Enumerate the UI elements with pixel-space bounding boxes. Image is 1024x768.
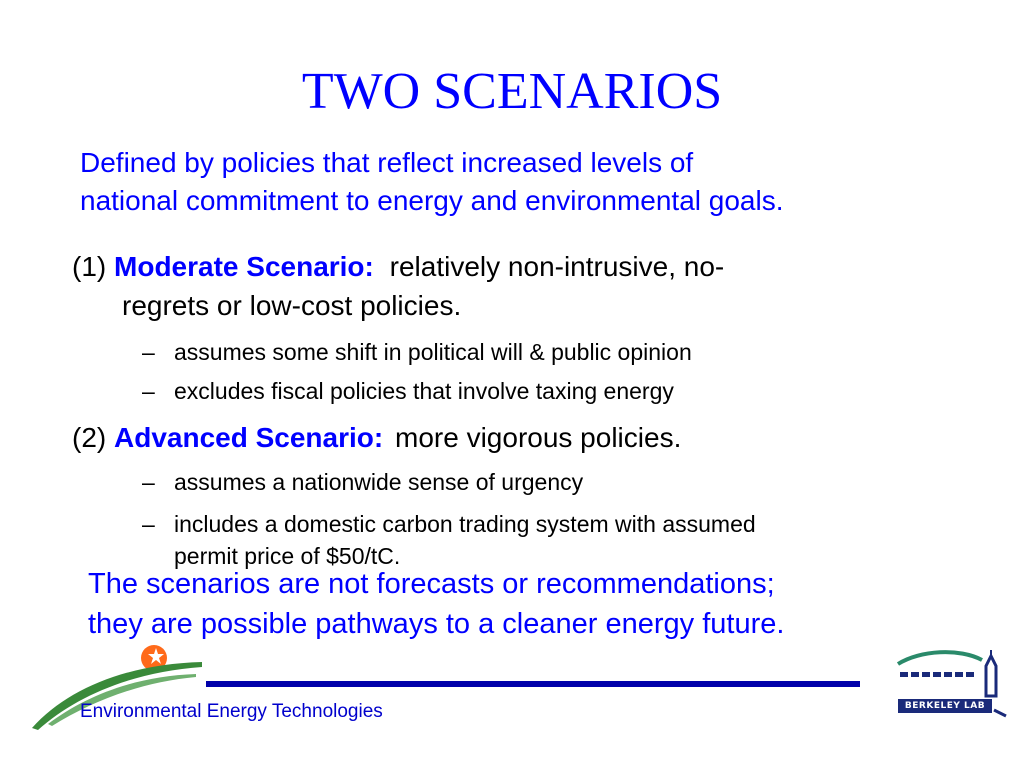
bullet-item: [142, 336, 692, 368]
dash-icon: –: [142, 511, 155, 537]
scenario-moderate: [72, 248, 724, 286]
footnote: [88, 564, 968, 644]
intro-line: national commitment to energy and environmental goals.: [80, 185, 784, 216]
intro-text: [80, 144, 980, 220]
berkeley-lab-wordmark: BERKELEY LAB: [898, 699, 992, 713]
dash-icon: –: [142, 339, 155, 365]
bullet-text: assumes a nationwide sense of urgency: [174, 469, 584, 495]
intro-line: Defined by policies that reflect increased levels of: [80, 147, 694, 178]
org-label: Environmental Energy Technologies: [80, 701, 383, 722]
scenario-description-continued: regrets or low-cost policies.: [122, 290, 462, 321]
bullet-item: [142, 466, 583, 498]
scenario-advanced: [72, 419, 681, 457]
bullet-text: excludes fiscal policies that involve taxing energy: [174, 378, 674, 404]
bullet-text: assumes some shift in political will & public opinion: [174, 339, 692, 365]
scenario-name: Moderate Scenario:: [114, 251, 374, 282]
bullet-text-continued: permit price of $50/tC.: [174, 543, 401, 569]
scenario-name: Advanced Scenario:: [114, 422, 384, 453]
slide-title: TWO SCENARIOS: [301, 63, 723, 120]
footnote-line: The scenarios are not forecasts or recommendations;: [88, 568, 775, 600]
bullet-text: includes a domestic carbon trading system with assumed: [174, 511, 756, 537]
bullet-item: [142, 508, 756, 540]
scenario-number: (1): [72, 251, 107, 282]
scenario-number: (2): [72, 422, 107, 453]
bullet-item: [142, 375, 674, 407]
scenario-description: more vigorous policies.: [395, 422, 682, 453]
dash-icon: –: [142, 469, 155, 495]
dash-icon: –: [142, 378, 155, 404]
scenario-description: relatively non-intrusive, no-: [389, 251, 725, 282]
footer-rule: [206, 681, 860, 687]
footnote-line: they are possible pathways to a cleaner energy future.: [88, 608, 785, 640]
